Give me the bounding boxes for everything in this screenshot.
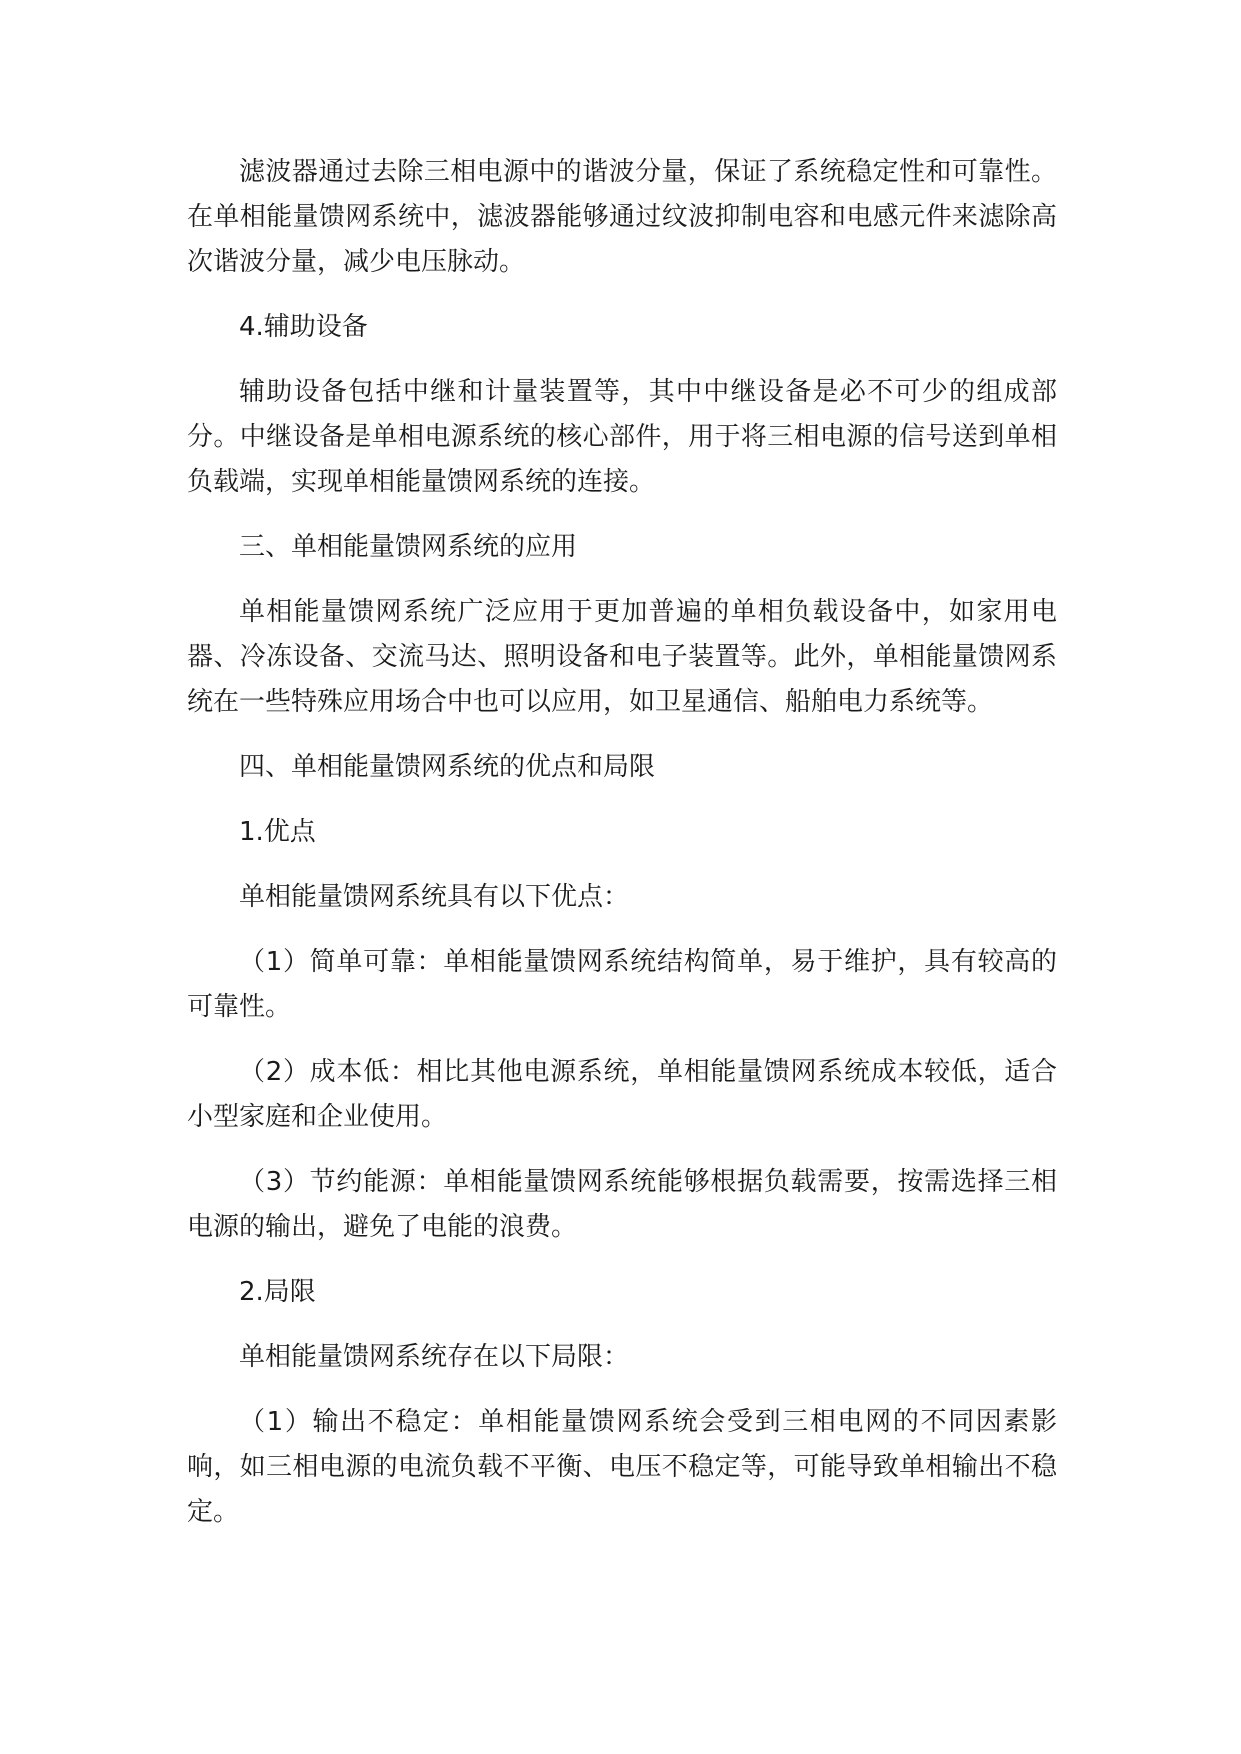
heading-advantages-limitations: 四、单相能量馈网系统的优点和局限 (239, 752, 656, 782)
paragraph-applications: 单相能量馈网系统广泛应用于更加普遍的单相负载设备中，如家用电器、冷冻设备、交流马达、照明设备和电子装置等。此外，单相能量馈网系统在一些特殊应用场合中也可以应用，如卫星通信、船舶电力系统等。 (187, 597, 1057, 717)
heading-applications: 三、单相能量馈网系统的应用 (239, 532, 578, 562)
heading-advantages: 1.优点 (239, 817, 316, 847)
document-body (187, 150, 1057, 1555)
list-item-limitation-1: （1）输出不稳定：单相能量馈网系统会受到三相电网的不同因素影响，如三相电源的电流负载不平衡、电压不稳定等，可能导致单相输出不稳定。 (187, 1407, 1057, 1527)
paragraph-limitations-intro: 单相能量馈网系统存在以下局限： (239, 1342, 630, 1372)
paragraph-advantages-intro: 单相能量馈网系统具有以下优点： (239, 882, 630, 912)
paragraph-auxiliary-description: 辅助设备包括中继和计量装置等，其中中继设备是必不可少的组成部分。中继设备是单相电源系统的核心部件，用于将三相电源的信号送到单相负载端，实现单相能量馈网系统的连接。 (187, 377, 1057, 497)
list-item-advantage-3: （3）节约能源：单相能量馈网系统能够根据负载需要，按需选择三相电源的输出，避免了电能的浪费。 (187, 1167, 1057, 1242)
list-item-advantage-2: （2）成本低：相比其他电源系统，单相能量馈网系统成本较低，适合小型家庭和企业使用。 (187, 1057, 1057, 1132)
heading-limitations: 2.局限 (239, 1277, 316, 1307)
list-item-advantage-1: （1）简单可靠：单相能量馈网系统结构简单，易于维护，具有较高的可靠性。 (187, 947, 1057, 1022)
heading-auxiliary-equipment: 4.辅助设备 (239, 312, 368, 342)
paragraph-filter-description: 滤波器通过去除三相电源中的谐波分量，保证了系统稳定性和可靠性。在单相能量馈网系统中，滤波器能够通过纹波抑制电容和电感元件来滤除高次谐波分量，减少电压脉动。 (187, 157, 1057, 277)
